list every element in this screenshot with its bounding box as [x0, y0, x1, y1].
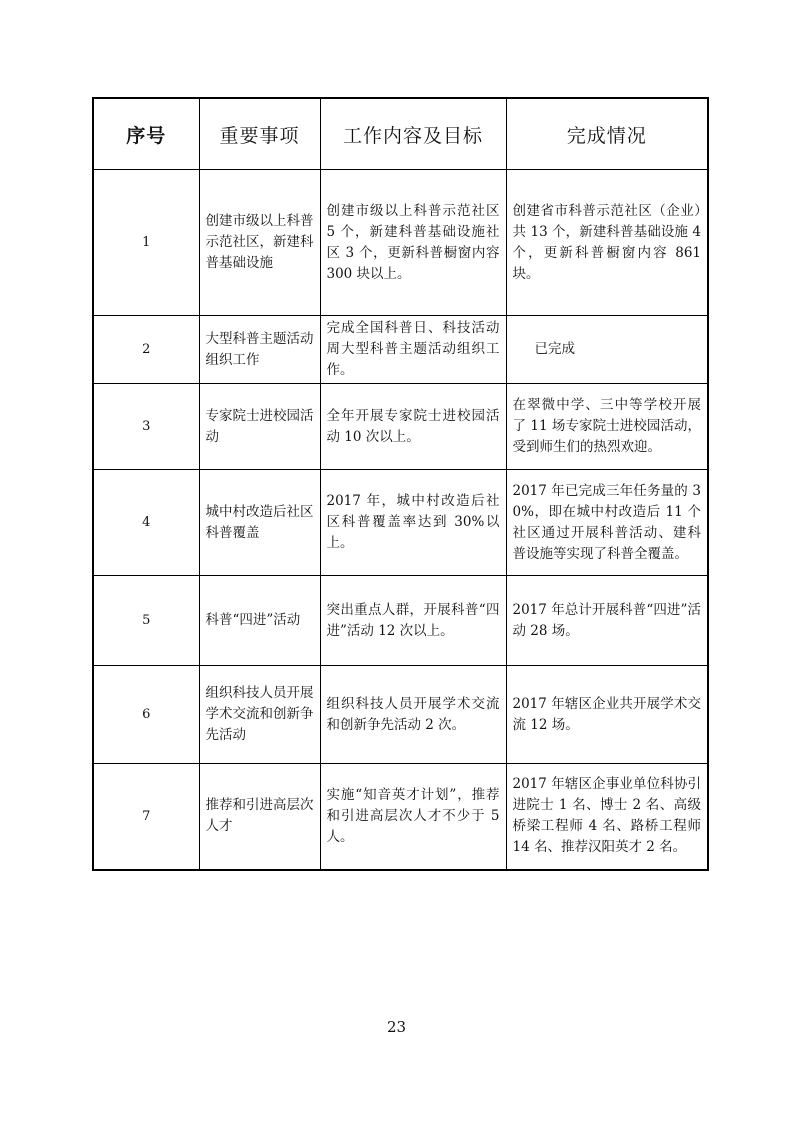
row-seq: 2	[93, 316, 199, 384]
table-row	[93, 666, 708, 764]
table-header-row	[93, 98, 708, 170]
table-row	[93, 764, 708, 870]
row-seq: 6	[93, 666, 199, 764]
row-status: 2017 年辖区企业共开展学术交流 12 场。	[506, 666, 708, 764]
row-item: 组织科技人员开展学术交流和创新争先活动	[199, 666, 320, 764]
row-status: 在翠微中学、三中等学校开展了 11 场专家院士进校园活动，受到师生们的热烈欢迎。	[506, 384, 708, 470]
row-status: 已完成	[506, 316, 708, 384]
row-status: 2017 年已完成三年任务量的 30%，即在城中村改造后 11 个社区通过开展科普活动、建科普设施等实现了科普全覆盖。	[506, 470, 708, 576]
page-number: 23	[386, 1018, 407, 1036]
header-item: 重要事项	[199, 98, 320, 170]
row-item: 创建市级以上科普示范社区，新建科普基础设施	[199, 170, 320, 316]
row-item: 大型科普主题活动组织工作	[199, 316, 320, 384]
row-goal: 2017 年，城中村改造后社区科普覆盖率达到 30%以上。	[320, 470, 506, 576]
row-seq: 4	[93, 470, 199, 576]
row-goal: 完成全国科普日、科技活动周大型科普主题活动组织工作。	[320, 316, 506, 384]
table-row	[93, 384, 708, 470]
row-goal: 全年开展专家院士进校园活动 10 次以上。	[320, 384, 506, 470]
row-goal: 组织科技人员开展学术交流和创新争先活动 2 次。	[320, 666, 506, 764]
row-seq: 3	[93, 384, 199, 470]
row-item: 科普“四进”活动	[199, 576, 320, 666]
row-item: 城中村改造后社区科普覆盖	[199, 470, 320, 576]
row-seq: 5	[93, 576, 199, 666]
table-row	[93, 470, 708, 576]
row-status: 2017 年辖区企事业单位科协引进院士 1 名、博士 2 名、高级桥梁工程师 4 名、路桥工程师 14 名、推荐汉阳英才 2 名。	[506, 764, 708, 870]
header-status: 完成情况	[506, 98, 708, 170]
row-item: 推荐和引进高层次人才	[199, 764, 320, 870]
row-status: 创建省市科普示范社区（企业）共 13 个，新建科普基础设施 4 个，更新科普橱窗内容 861 块。	[506, 170, 708, 316]
row-goal: 创建市级以上科普示范社区 5 个，新建科普基础设施社区 3 个，更新科普橱窗内容 300 块以上。	[320, 170, 506, 316]
header-seq: 序号	[93, 98, 199, 170]
header-goal: 工作内容及目标	[320, 98, 506, 170]
row-goal: 实施“知音英才计划”，推荐和引进高层次人才不少于 5 人。	[320, 764, 506, 870]
row-goal: 突出重点人群，开展科普“四进”活动 12 次以上。	[320, 576, 506, 666]
row-seq: 7	[93, 764, 199, 870]
table-row	[93, 316, 708, 384]
table-row	[93, 576, 708, 666]
row-status: 2017 年总计开展科普“四进”活动 28 场。	[506, 576, 708, 666]
summary-table	[92, 97, 709, 871]
row-item: 专家院士进校园活动	[199, 384, 320, 470]
table-row	[93, 170, 708, 316]
row-seq: 1	[93, 170, 199, 316]
